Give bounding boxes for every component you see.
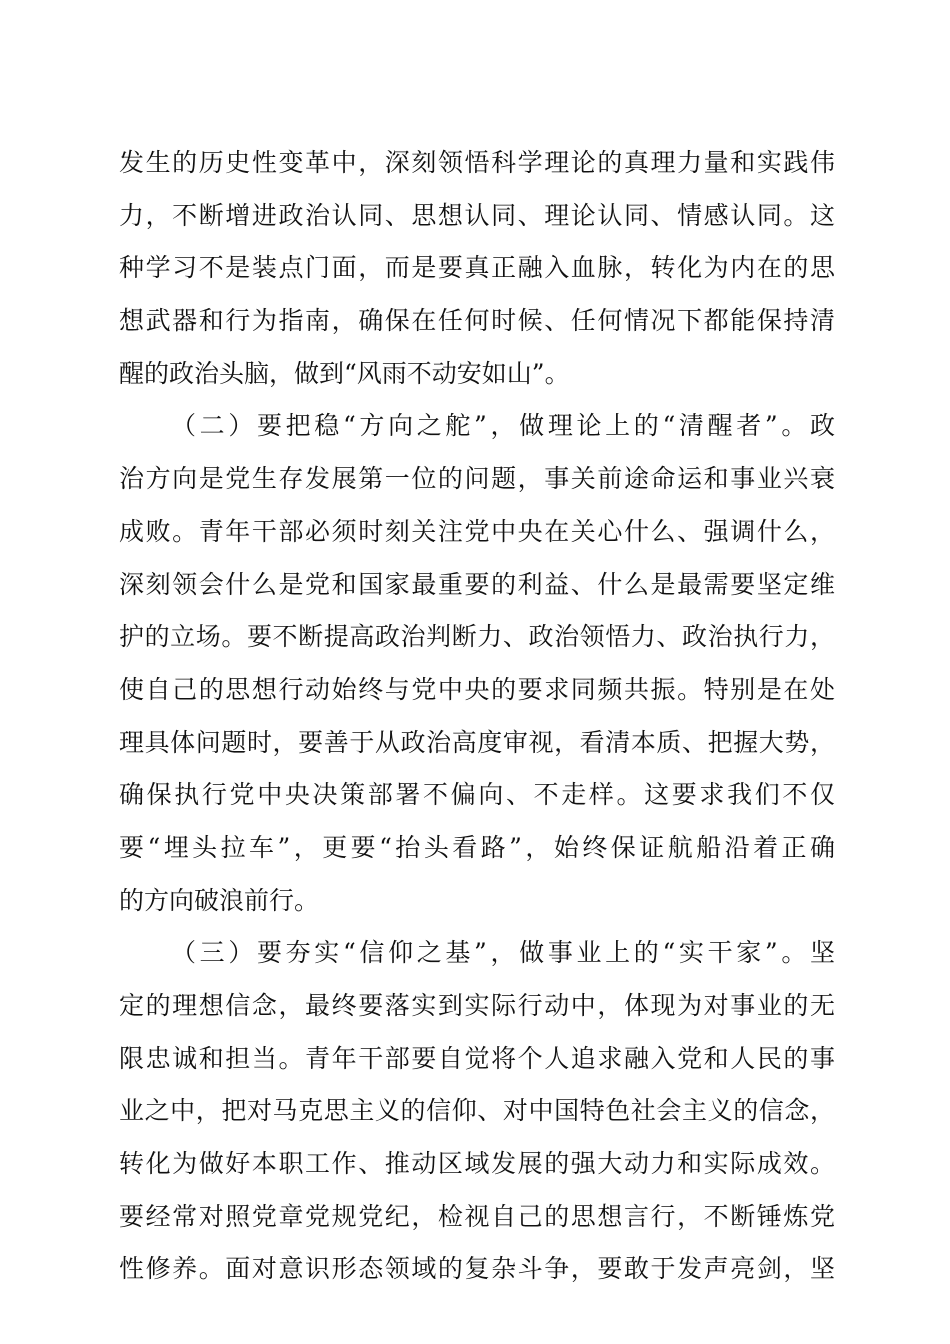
text-line: 使自己的思想行动始终与党中央的要求同频共振。特别是在处 [119, 674, 835, 704]
text-line: 成败。青年干部必须时刻关注党中央在关心什么、强调什么， [119, 516, 835, 546]
text-line: 深刻领会什么是党和国家最重要的利益、什么是最需要坚定维 [119, 569, 835, 599]
text-line: 种学习不是装点门面，而是要真正融入血脉，转化为内在的思 [119, 253, 835, 283]
text-line: 要“埋头拉车”，更要“抬头看路”，始终保证航船沿着正确 [119, 832, 835, 862]
text-line: 业之中，把对马克思主义的信仰、对中国特色社会主义的信念， [119, 1096, 835, 1126]
text-line: 发生的历史性变革中，深刻领悟科学理论的真理力量和实践伟 [119, 148, 835, 177]
text-line: 治方向是党生存发展第一位的问题，事关前途命运和事业兴衰 [119, 464, 835, 494]
text-line: 要经常对照党章党规党纪，检视自己的思想言行，不断锤炼党 [119, 1201, 835, 1231]
text-line: 护的立场。要不断提高政治判断力、政治领悟力、政治执行力， [119, 622, 835, 652]
text-line: 的方向破浪前行。 [119, 885, 320, 915]
paragraph-heading-line: （二）要把稳“方向之舵”，做理论上的“清醒者”。政 [171, 411, 835, 441]
text-line: 确保执行党中央决策部署不偏向、不走样。这要求我们不仅 [119, 780, 835, 810]
paragraph-heading-line: （三）要夯实“信仰之基”，做事业上的“实干家”。坚 [171, 938, 835, 968]
text-line: 理具体问题时，要善于从政治高度审视，看清本质、把握大势， [119, 727, 835, 757]
text-line: 定的理想信念，最终要落实到实际行动中，体现为对事业的无 [119, 991, 835, 1020]
text-line: 想武器和行为指南，确保在任何时候、任何情况下都能保持清 [119, 306, 835, 336]
text-line: 醒的政治头脑，做到“风雨不动安如山”。 [119, 358, 570, 388]
text-line: 限忠诚和担当。青年干部要自觉将个人追求融入党和人民的事 [119, 1043, 835, 1073]
text-line: 力，不断增进政治认同、思想认同、理论认同、情感认同。这 [119, 200, 835, 230]
text-line: 性修养。面对意识形态领域的复杂斗争，要敢于发声亮剑，坚 [119, 1254, 835, 1284]
text-line: 转化为做好本职工作、推动区域发展的强大动力和实际成效。 [119, 1149, 835, 1179]
body-text [119, 137, 835, 1296]
